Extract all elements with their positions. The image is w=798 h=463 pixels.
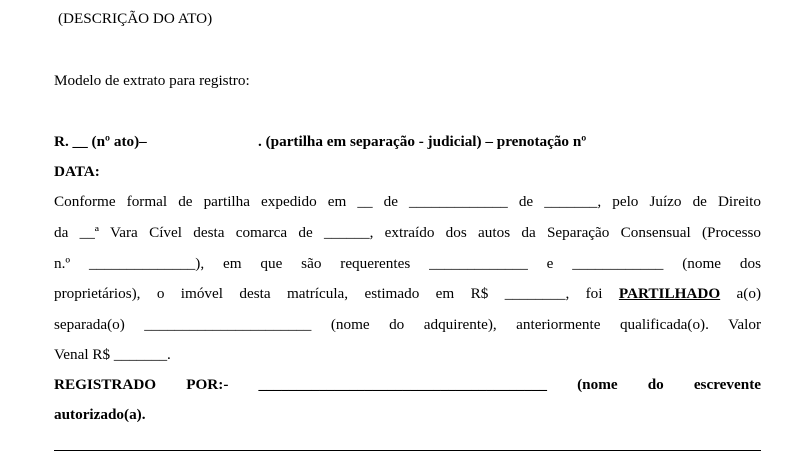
- partilhado-emphasis: PARTILHADO: [618, 285, 721, 302]
- registrado-continuation: autorizado(a).: [54, 406, 146, 423]
- body-line-1: Conforme formal de partilha expedido em __ de _____________ de _______, pelo Juízo de Direito: [54, 193, 761, 210]
- body-line-4: [54, 285, 761, 303]
- registro-line-part1: R. __ (nº ato)–: [54, 133, 147, 150]
- body-line-4-before: proprietários), o imóvel desta matrícula, estimado em R$ ________, foi: [54, 285, 619, 302]
- bottom-rule: [54, 450, 761, 451]
- body-line-5: separada(o) ______________________ (nome do adquirente), anteriormente qualificada(o). Valor: [54, 316, 761, 333]
- body-line-3: n.º ______________), em que são requerentes _____________ e ____________ (nome dos: [54, 255, 761, 272]
- body-line-2: da __ª Vara Cível desta comarca de ______, extraído dos autos da Separação Consensual (Processo: [54, 224, 761, 241]
- registro-line-part2: . (partilha em separação - judicial) – prenotação nº: [258, 133, 587, 150]
- body-line-4-after: a(o): [720, 285, 761, 302]
- registrado-por-line: REGISTRADO POR:- ______________________________________ (nome do escrevente: [54, 376, 761, 393]
- section-heading: (DESCRIÇÃO DO ATO): [58, 10, 213, 27]
- intro-text: Modelo de extrato para registro:: [54, 72, 250, 89]
- body-line-6: Venal R$ _______.: [54, 346, 171, 363]
- data-label: DATA:: [54, 163, 100, 180]
